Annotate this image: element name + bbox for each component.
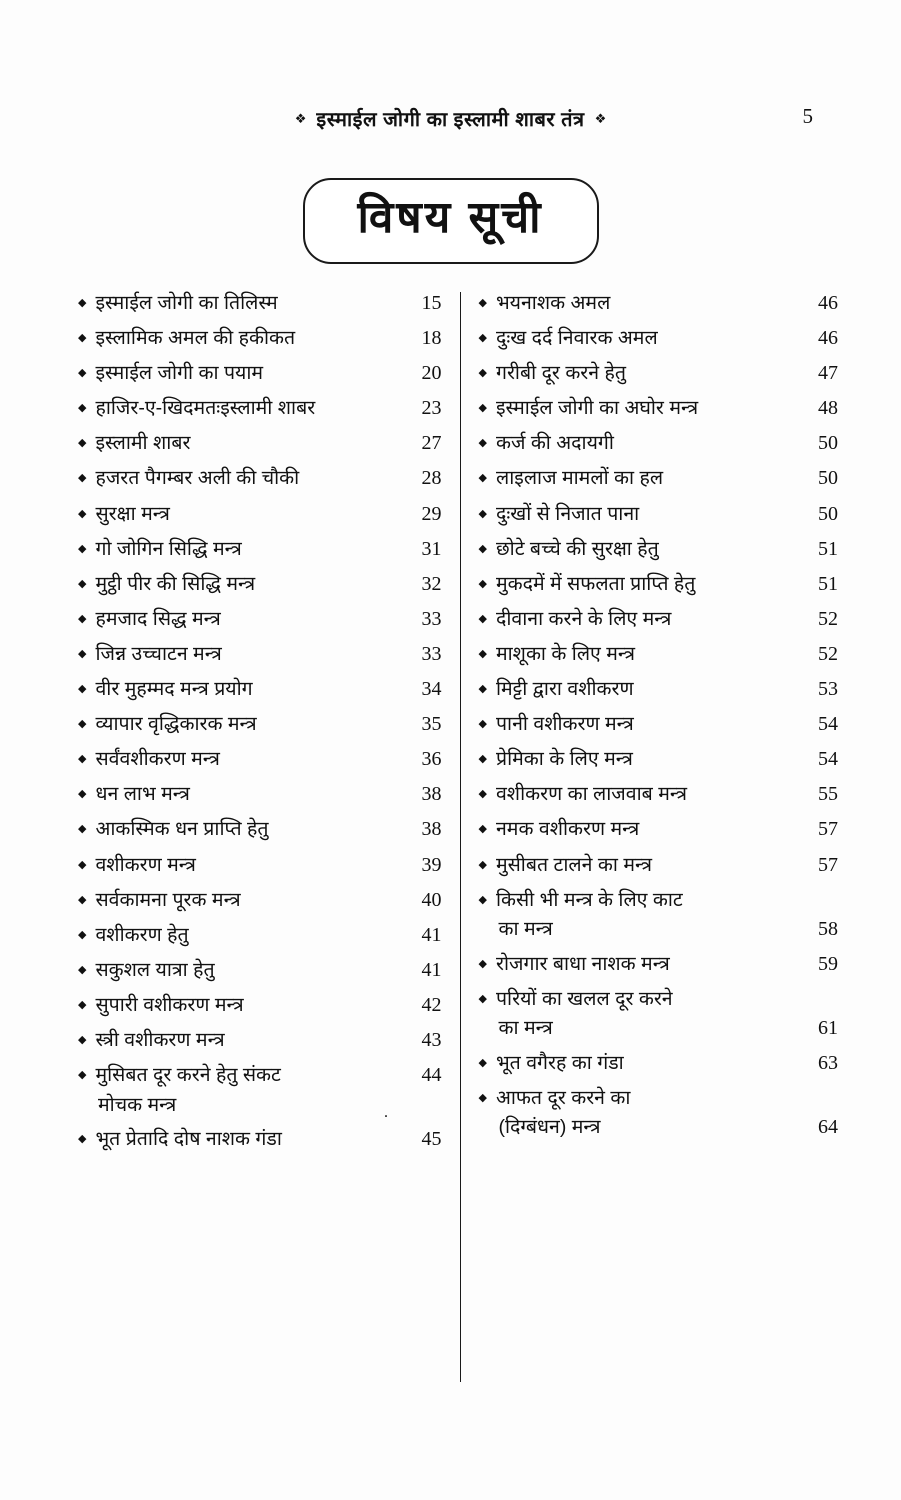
toc-entry-page: 52 [818,607,838,630]
toc-entry[interactable] [78,503,442,527]
diamond-bullet-icon: ◆ [78,577,87,590]
diamond-bullet-icon: ◆ [78,647,87,660]
toc-entry[interactable] [479,503,839,527]
toc-entry-page: 57 [818,818,838,841]
toc-entry[interactable] [479,713,839,737]
toc-entry[interactable] [78,818,442,842]
toc-entry[interactable] [78,327,442,351]
toc-entry-label: वशीकरण हेतु [95,923,189,946]
toc-entry-page: 44 [421,1064,442,1087]
toc-entry-label: दुःखों से निजात पाना [495,502,640,525]
toc-entry[interactable] [479,538,839,562]
toc-entry[interactable] [479,1052,839,1076]
toc-entry-page: 34 [421,678,442,701]
toc-entry[interactable] [78,573,442,597]
page-number: 5 [802,104,813,128]
diamond-bullet-icon: ◆ [78,998,87,1011]
toc-entry-page: 53 [818,678,838,701]
toc-entry-label: मुट्ठी पीर की सिद्धि मन्त्र [95,572,256,595]
toc-entry[interactable] [479,643,839,667]
diamond-bullet-icon: ◆ [478,297,487,309]
toc-entry-label: दीवाना करने के लिए मन्त्र [495,607,672,630]
diamond-bullet-icon: ◆ [478,577,487,590]
toc-entry-page: 42 [421,993,442,1016]
toc-entry-label: माशूका के लिए मन्त्र [495,642,636,665]
toc-entry[interactable] [479,678,839,702]
toc-entry-page: 43 [421,1028,442,1051]
diamond-bullet-icon: ◆ [78,367,87,380]
toc-entry-label: हमजाद सिद्ध मन्त्र [95,607,221,630]
diamond-bullet-icon: ◆ [78,1133,87,1146]
toc-entry[interactable] [479,292,839,316]
toc-entry-label: लाइलाज मामलों का हल [495,467,664,490]
toc-entry-page: 39 [421,853,442,876]
page-title-box [303,178,599,264]
toc-entry[interactable] [78,292,442,316]
diamond-bullet-icon: ◆ [478,893,487,906]
toc-entry[interactable] [78,1029,442,1053]
toc-entry-label: परियों का खलल दूर करने [495,987,673,1010]
diamond-bullet-icon: ◆ [478,992,487,1005]
toc-entry-page: 27 [421,432,442,455]
toc-entry[interactable] [78,608,442,632]
toc-entry[interactable] [479,467,839,491]
diamond-bullet-icon: ◆ [478,402,487,415]
toc-entry-label: किसी भी मन्त्र के लिए काट [495,888,683,911]
toc-entry-page: 64 [818,1115,838,1138]
toc-entry-label: इस्माईल जोगी का तिलिस्म [95,292,278,314]
toc-entry-label: मिट्टी द्वारा वशीकरण [495,678,634,701]
toc-entry-page: 47 [818,362,838,385]
diamond-bullet-icon: ◆ [478,753,487,766]
toc-entry-page: 48 [818,397,838,420]
toc-entry-label-line2: (दिग्बंधन) मन्त्र [498,1115,601,1138]
toc-entry-page: 54 [818,748,838,771]
toc-entry[interactable] [78,854,442,878]
table-of-contents [78,292,838,1402]
toc-entry-page: 45 [421,1128,442,1151]
diamond-ornament-left-icon: ❖ [294,111,307,126]
toc-entry-page: 54 [818,713,838,736]
toc-entry-label: गो जोगिन सिद्धि मन्त्र [95,537,242,560]
toc-entry-label: आफत दूर करने का [495,1086,631,1109]
toc-left-column [78,292,450,1402]
diamond-bullet-icon: ◆ [478,542,487,555]
toc-entry-page: 29 [421,502,442,525]
toc-entry-page: 35 [421,713,442,736]
toc-entry-page: 58 [818,917,838,940]
toc-entry-label: हजरत पैगम्बर अली की चौकी [95,467,300,490]
toc-entry-page: 31 [421,537,442,560]
diamond-bullet-icon: ◆ [78,332,87,345]
toc-entry[interactable] [78,1128,442,1152]
toc-entry[interactable] [479,608,839,632]
toc-right-column [471,292,839,1402]
toc-entry-label: इस्लामिक अमल की हकीकत [95,327,296,350]
toc-entry[interactable] [78,362,442,386]
toc-entry-page: 20 [421,362,442,385]
diamond-bullet-icon: ◆ [478,858,487,871]
toc-entry-label: प्रेमिका के लिए मन्त्र [495,748,633,771]
toc-entry[interactable] [78,748,442,772]
toc-entry-page: 57 [818,853,838,876]
toc-entry-label: मुसिबत दूर करने हेतु संकट [95,1064,281,1087]
toc-entry-label: वशीकरण मन्त्र [95,853,196,876]
toc-entry[interactable] [78,678,442,702]
diamond-bullet-icon: ◆ [78,893,87,906]
toc-entry-page: 46 [818,292,838,314]
toc-entry-page: 28 [421,467,442,490]
diamond-bullet-icon: ◆ [478,683,487,696]
toc-entry-page: 15 [421,292,442,314]
toc-entry[interactable] [479,988,839,1041]
running-header [0,105,901,132]
toc-entry-label: सर्वकामना पूरक मन्त्र [95,888,241,911]
diamond-bullet-icon: ◆ [78,472,87,485]
header-book-title: इस्माईल जोगी का इस्लामी शाबर तंत्र [316,109,585,131]
toc-entry-page: 38 [421,783,442,806]
diamond-bullet-icon: ◆ [478,507,487,520]
diamond-bullet-icon: ◆ [78,928,87,941]
toc-entry[interactable] [78,713,442,737]
toc-entry-page: 50 [818,467,838,490]
toc-entry-label-line2: का मन्त्र [498,917,553,940]
toc-entry-label: इस्लामी शाबर [95,432,191,455]
toc-entry-label: गरीबी दूर करने हेतु [495,362,626,385]
toc-entry-page: 55 [818,783,838,806]
toc-entry[interactable] [78,432,442,456]
toc-entry[interactable] [479,783,839,807]
toc-entry-page: 40 [421,888,442,911]
toc-entry[interactable] [479,854,839,878]
diamond-bullet-icon: ◆ [78,718,87,731]
toc-entry[interactable] [78,783,442,807]
diamond-bullet-icon: ◆ [78,788,87,801]
toc-entry-label: मुकदमें में सफलता प्राप्ति हेतु [495,572,696,595]
diamond-bullet-icon: ◆ [478,612,487,625]
toc-entry-label: छोटे बच्चे की सुरक्षा हेतु [495,537,659,560]
toc-entry[interactable] [78,994,442,1018]
toc-entry-label: सर्वंवशीकरण मन्त्र [95,748,220,771]
toc-entry-page: 33 [421,642,442,665]
diamond-bullet-icon: ◆ [78,1033,87,1046]
diamond-bullet-icon: ◆ [78,437,87,450]
toc-entry-page: 32 [421,572,442,595]
toc-entry-label: दुःख दर्द निवारक अमल [495,327,658,350]
diamond-bullet-icon: ◆ [478,332,487,345]
toc-entry[interactable] [479,397,839,421]
diamond-bullet-icon: ◆ [478,437,487,450]
toc-entry-label: व्यापार वृद्धिकारक मन्त्र [95,713,257,736]
diamond-bullet-icon: ◆ [78,1069,87,1082]
diamond-bullet-icon: ◆ [78,507,87,520]
diamond-bullet-icon: ◆ [78,297,87,309]
toc-entry[interactable] [479,432,839,456]
toc-entry[interactable] [78,924,442,948]
toc-entry-label: सुरक्षा मन्त्र [95,502,170,525]
diamond-bullet-icon: ◆ [478,647,487,660]
toc-entry-label: सकुशल यात्रा हेतु [95,958,215,981]
toc-entry-label: वीर मुहम्मद मन्त्र प्रयोग [95,678,253,701]
toc-entry-label: भूत प्रेतादि दोष नाशक गंडा [95,1128,282,1151]
toc-entry-page: 61 [818,1016,838,1039]
diamond-bullet-icon: ◆ [478,1091,487,1104]
toc-entry[interactable] [479,818,839,842]
diamond-ornament-right-icon: ❖ [594,111,607,126]
toc-entry-page: 36 [421,748,442,771]
diamond-bullet-icon: ◆ [78,963,87,976]
toc-entry[interactable] [78,959,442,983]
diamond-bullet-icon: ◆ [478,957,487,970]
toc-entry-label-line2: मोचक मन्त्र [98,1093,177,1116]
toc-entry-label-line2: का मन्त्र [498,1016,553,1039]
diamond-bullet-icon: ◆ [78,612,87,625]
diamond-bullet-icon: ◆ [78,753,87,766]
toc-entry-label: स्त्री वशीकरण मन्त्र [95,1028,225,1051]
toc-entry-page: 41 [421,958,442,981]
toc-entry-label: नमक वशीकरण मन्त्र [495,818,640,841]
toc-entry-label: हाजिर-ए-खिदमतःइस्लामी शाबर [95,397,316,420]
toc-entry-page: 51 [818,572,838,595]
toc-entry-label: मुसीबत टालने का मन्त्र [495,853,653,876]
toc-entry-label: धन लाभ मन्त्र [95,783,190,806]
diamond-bullet-icon: ◆ [78,542,87,555]
toc-entry[interactable] [479,327,839,351]
diamond-bullet-icon: ◆ [478,718,487,731]
diamond-bullet-icon: ◆ [478,788,487,801]
diamond-bullet-icon: ◆ [78,823,87,836]
stray-mark: . [384,1104,388,1121]
diamond-bullet-icon: ◆ [478,472,487,485]
toc-entry-label: भूत वगैरह का गंडा [495,1051,624,1074]
toc-entry-label: सुपारी वशीकरण मन्त्र [95,993,244,1016]
toc-entry-page: 33 [421,607,442,630]
toc-entry[interactable] [78,538,442,562]
diamond-bullet-icon: ◆ [478,1056,487,1069]
toc-entry-label: जिन्न उच्चाटन मन्त्र [95,642,222,665]
toc-entry-page: 46 [818,327,838,350]
toc-entry[interactable] [78,467,442,491]
toc-entry-page: 41 [421,923,442,946]
toc-entry-page: 59 [818,952,838,975]
toc-entry-page: 23 [421,397,442,420]
toc-entry-label: भयनाशक अमल [495,292,611,314]
toc-entry-label: कर्ज की अदायगी [495,432,614,455]
toc-entry-label: इस्माईल जोगी का अघोर मन्त्र [495,397,699,420]
toc-entry-page: 50 [818,502,838,525]
toc-entry-page: 63 [818,1051,838,1074]
diamond-bullet-icon: ◆ [478,367,487,380]
toc-entry[interactable] [479,573,839,597]
diamond-bullet-icon: ◆ [78,402,87,415]
toc-entry[interactable] [479,1087,839,1140]
diamond-bullet-icon: ◆ [478,823,487,836]
toc-entry[interactable] [78,643,442,667]
toc-entry[interactable] [479,748,839,772]
toc-entry-label: इस्माईल जोगी का पयाम [95,362,264,385]
toc-entry-label: रोजगार बाधा नाशक मन्त्र [495,952,670,975]
toc-entry[interactable] [479,953,839,977]
toc-entry[interactable] [78,889,442,913]
toc-entry-label: पानी वशीकरण मन्त्र [495,713,634,736]
toc-entry-page: 18 [421,327,442,350]
toc-entry[interactable] [78,397,442,421]
toc-entry-label: आकस्मिक धन प्राप्ति हेतु [95,818,269,841]
column-divider [460,292,461,1382]
toc-entry-page: 52 [818,642,838,665]
page-title: विषय सूची [357,193,544,242]
toc-entry-page: 50 [818,432,838,455]
diamond-bullet-icon: ◆ [78,683,87,696]
toc-entry-page: 51 [818,537,838,560]
diamond-bullet-icon: ◆ [78,858,87,871]
toc-entry[interactable] [479,889,839,942]
toc-entry-label: वशीकरण का लाजवाब मन्त्र [495,783,687,806]
toc-entry[interactable] [479,362,839,386]
toc-entry-page: 38 [421,818,442,841]
